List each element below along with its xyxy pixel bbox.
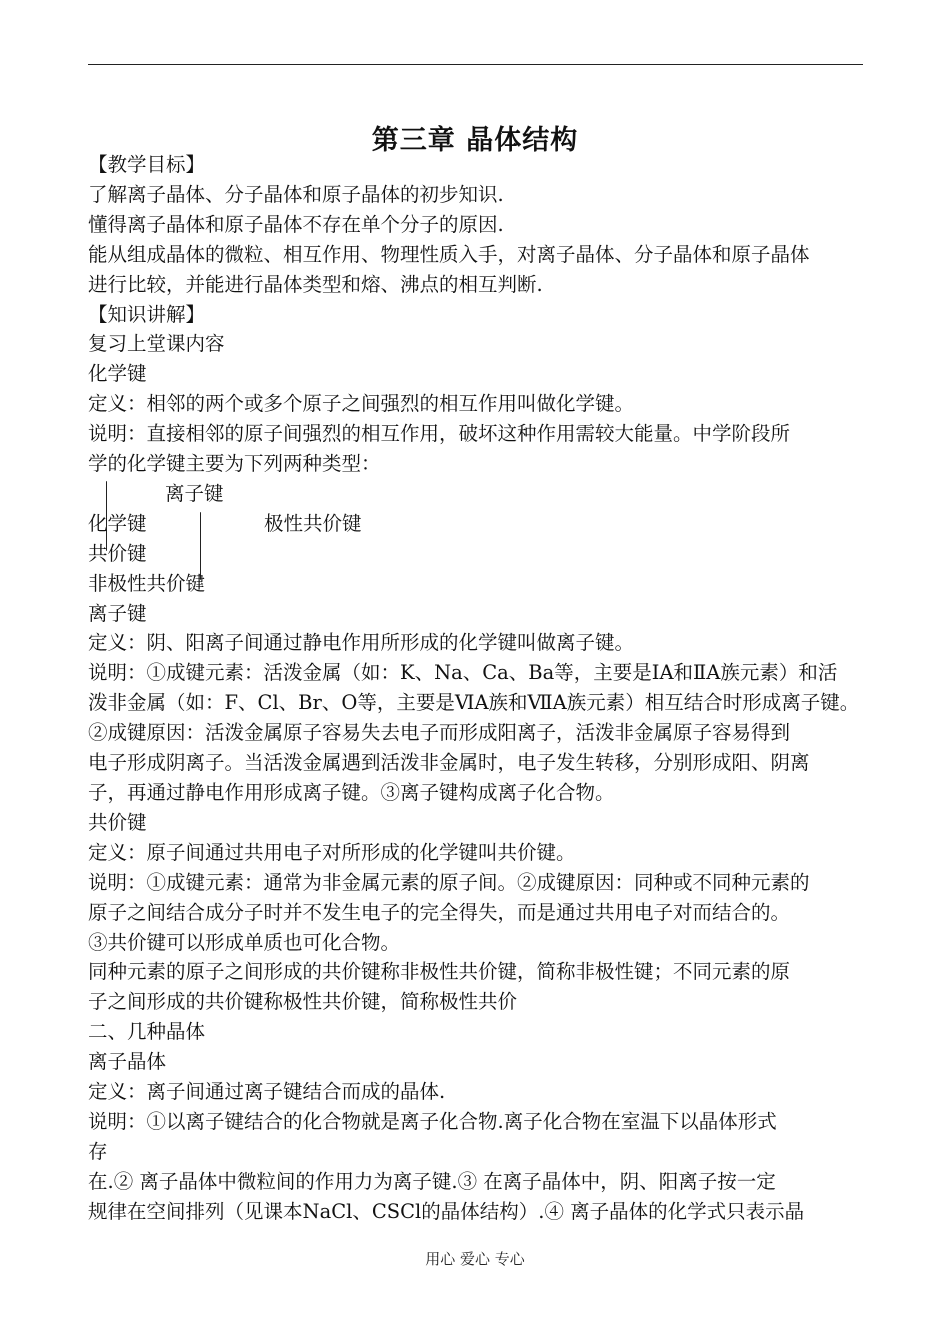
text-line: ③共价键可以形成单质也可化合物。 [88, 930, 401, 954]
text-line: 说明：①以离子键结合的化合物就是离子化合物.离子化合物在室温下以晶体形式 [88, 1109, 777, 1133]
text-line: 学的化学键主要为下列两种类型： [88, 452, 381, 476]
section-after-diagram [88, 599, 863, 1227]
text-line: 同种元素的原子之间形成的共价键称非极性共价键，简称非极性键；不同元素的原 [88, 960, 791, 984]
text-line: ②成键原因：活泼金属原子容易失去电子而形成阳离子，活泼非金属原子容易得到 [88, 721, 791, 745]
text-line: 二、几种晶体 [88, 1020, 206, 1044]
text-line: 说明：①成键元素：活泼金属（如：K、Na、Ca、Ba等，主要是ⅠA和ⅡA族元素）和活 [88, 661, 838, 685]
text-line: 说明：①成键元素：通常为非金属元素的原子间。②成键原因：同种或不同种元素的 [88, 870, 810, 894]
page-title: 第三章 晶体结构 [371, 125, 579, 156]
text-line: 定义：阴、阳离子间通过静电作用所形成的化学键叫做离子键。 [88, 631, 635, 655]
text-line: 定义：相邻的两个或多个原子之间强烈的相互作用叫做化学键。 [88, 392, 635, 416]
text-line: 子之间形成的共价键称极性共价键，简称极性共价 [88, 990, 518, 1014]
text-line: 离子键 [88, 601, 147, 625]
bond-classification-diagram [88, 479, 863, 599]
text-line: 说明：直接相邻的原子间强烈的相互作用，破坏这种作用需较大能量。中学阶段所 [88, 422, 791, 446]
text-line: 【知识讲解】 [88, 302, 206, 326]
document-body [88, 150, 863, 1227]
diagram-ionic-bond: 离子键 [165, 481, 224, 505]
text-line: 子，再通过静电作用形成离子键。③离子键构成离子化合物。 [88, 781, 615, 804]
text-line: 规律在空间排列（见课本NaCl、CSCl的晶体结构）.④ 离子晶体的化学式只表示晶 [88, 1199, 805, 1223]
text-line: 进行比较，并能进行晶体类型和熔、沸点的相互判断. [88, 272, 543, 296]
diagram-nonpolar-covalent: 非极性共价键 [88, 571, 206, 595]
text-line: 存 [88, 1139, 108, 1163]
text-line: 离子晶体 [88, 1050, 167, 1074]
text-line: 复习上堂课内容 [88, 332, 225, 356]
text-line: 懂得离子晶体和原子晶体不存在单个分子的原因. [88, 212, 504, 236]
diagram-polar-covalent: 极性共价键 [264, 511, 362, 535]
diagram-chemical-bond: 化学键 [88, 511, 147, 535]
text-line: 电子形成阴离子。当活泼金属遇到活泼非金属时，电子发生转移，分别形成阳、阴离 [88, 751, 810, 775]
section-before-diagram [88, 150, 863, 479]
text-line: 定义：原子间通过共用电子对所形成的化学键叫共价键。 [88, 840, 576, 864]
text-line: 能从组成晶体的微粒、相互作用、物理性质入手，对离子晶体、分子晶体和原子晶体 [88, 242, 810, 266]
text-line: 泼非金属（如：F、Cl、Br、O等，主要是ⅥA族和ⅦA族元素）相互结合时形成离子键。 [88, 691, 860, 715]
text-line: 了解离子晶体、分子晶体和原子晶体的初步知识. [88, 182, 504, 206]
text-line: 【教学目标】 [88, 153, 206, 176]
text-line: 化学键 [88, 362, 147, 386]
diagram-covalent-bond: 共价键 [88, 541, 147, 565]
header-rule [88, 64, 863, 65]
text-line: 在.② 离子晶体中微粒间的作用力为离子键.③ 在离子晶体中，阴、阳离子按一定 [88, 1169, 776, 1193]
text-line: 共价键 [88, 810, 147, 834]
text-line: 原子之间结合成分子时并不发生电子的完全得失，而是通过共用电子对而结合的。 [88, 900, 791, 924]
page-footer: 用心 爱心 专心 [425, 1250, 525, 1268]
text-line: 定义：离子间通过离子键结合而成的晶体. [88, 1080, 446, 1104]
